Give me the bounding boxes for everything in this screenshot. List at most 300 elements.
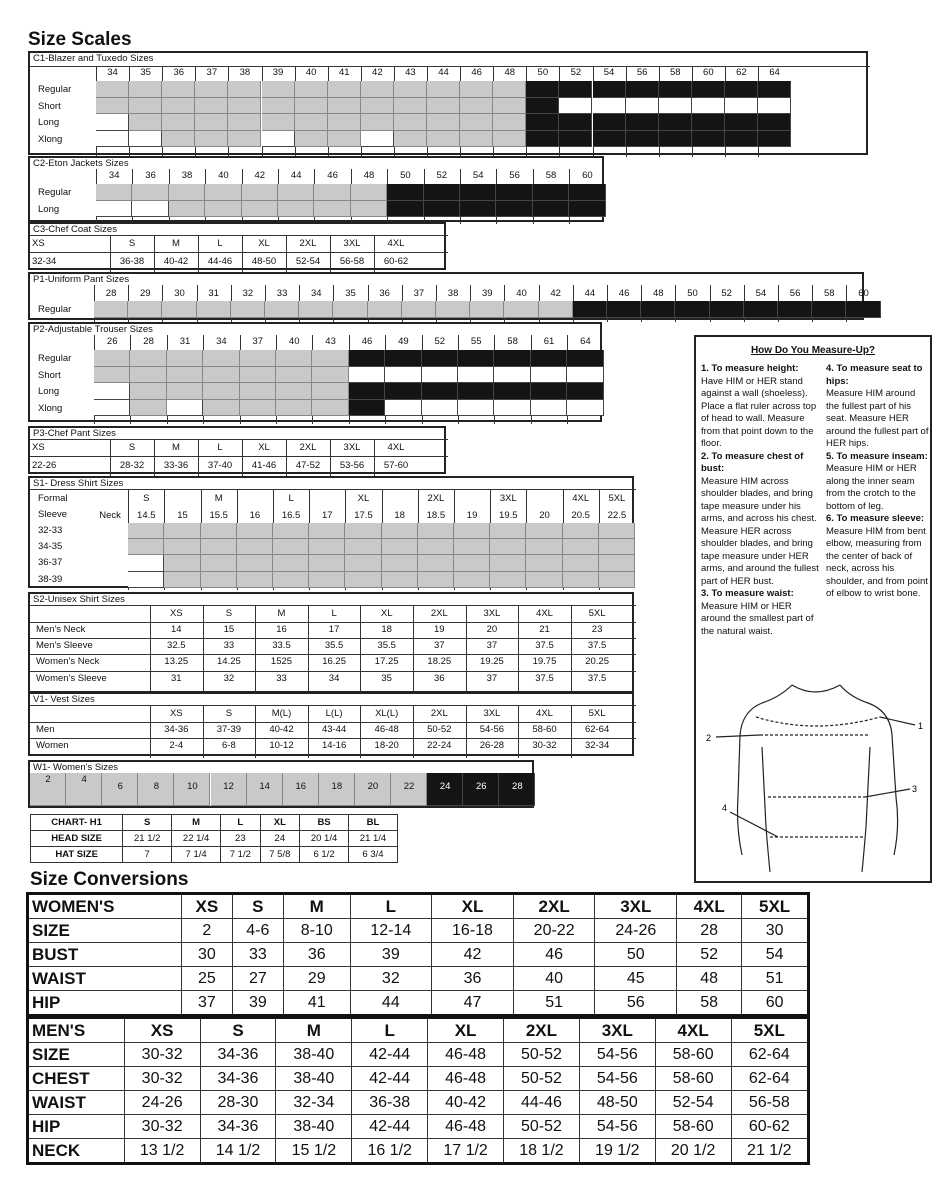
grid-cell [240, 400, 276, 417]
size-header: 39 [481, 288, 493, 299]
size-value: 21 [539, 624, 550, 635]
grid-cell [626, 81, 659, 98]
grid-cell [349, 350, 385, 367]
table-cell: 62-64 [731, 1067, 808, 1091]
size-header: 43 [325, 336, 336, 347]
row-label: 32-33 [38, 525, 63, 536]
size-value: 15 [223, 624, 235, 635]
grid-cell [349, 383, 385, 400]
grid-cell [460, 201, 496, 218]
size-letter: XL [357, 493, 370, 504]
table-cell: 13 1/2 [124, 1139, 200, 1164]
grid-cell [128, 555, 164, 571]
size-value: 41-46 [251, 460, 277, 471]
table-cell: 42 [432, 943, 514, 967]
grid-cell [427, 114, 460, 131]
grid-cell [162, 98, 195, 115]
size-value: 40-42 [269, 724, 294, 735]
grid-cell [203, 367, 239, 384]
grid-cell [129, 81, 162, 98]
grid-cell [599, 555, 635, 571]
measure-step-heading: 3. To measure waist: [701, 588, 794, 599]
size-value: 8 [153, 781, 159, 792]
size-value: 14 [171, 624, 182, 635]
size-header: 36 [379, 288, 390, 299]
size-header: 37 [252, 336, 264, 347]
grid-cell [128, 523, 164, 539]
c3-chef-coat-table [28, 222, 446, 270]
grid-cell [526, 539, 562, 555]
row-label: Men's Sleeve [36, 640, 93, 652]
table-cell: 21 1/4 [349, 831, 398, 847]
grid-cell [531, 350, 567, 367]
grid-cell [351, 201, 387, 218]
table-cell: 46-48 [428, 1067, 504, 1091]
grid-cell [276, 367, 312, 384]
column-header: 5XL [731, 1018, 808, 1043]
table-cell: 50-52 [504, 1067, 580, 1091]
size-value: 43-44 [321, 724, 347, 735]
gridline [30, 722, 636, 723]
size-header: 35 [140, 67, 151, 78]
table-cell: 54-56 [579, 1115, 655, 1139]
size-header: 64 [580, 336, 591, 347]
size-value: 60-62 [383, 256, 409, 267]
grid-cell [494, 350, 530, 367]
size-header: 64 [769, 67, 780, 78]
row-label: HAT SIZE [31, 847, 123, 863]
size-value: 26-28 [479, 740, 505, 751]
grid-cell [167, 367, 203, 384]
grid-cell [454, 555, 490, 571]
grid-cell [242, 184, 278, 201]
grid-cell [312, 400, 348, 417]
size-value: 35 [381, 672, 392, 684]
sleeve-value: 16 [249, 510, 261, 521]
grid-cell [164, 555, 200, 571]
table-cell: 2 [182, 919, 233, 943]
row-label: Women's Neck [36, 656, 100, 668]
table-row [28, 1139, 809, 1164]
size-value: 26 [475, 781, 487, 792]
grid-cell [559, 114, 592, 131]
grid-cell [195, 98, 228, 115]
row-label: Short [38, 369, 61, 381]
grid-cell [490, 555, 526, 571]
grid-cell [203, 383, 239, 400]
row-label: Long [38, 117, 60, 128]
table-cell: 30-32 [124, 1115, 200, 1139]
table-cell: 34-36 [200, 1115, 276, 1139]
grid-cell [368, 301, 402, 318]
grid-cell [162, 301, 196, 318]
size-header: 29 [139, 288, 151, 299]
s1-dress-shirt-table-title: S1- Dress Shirt Sizes [33, 478, 124, 489]
row-label: Men [36, 724, 55, 735]
column-header: XL [428, 1018, 504, 1043]
table-cell: 28 [677, 919, 742, 943]
size-header: 26 [106, 336, 118, 347]
grid-cell [458, 350, 494, 367]
gridline [30, 252, 448, 253]
grid-cell [458, 367, 494, 384]
table-row [28, 1043, 809, 1067]
table-cell: 38-40 [276, 1043, 352, 1067]
table-cell: 18 1/2 [504, 1139, 580, 1164]
size-value: 16 [295, 781, 307, 792]
grid-cell [345, 539, 381, 555]
size-value: 17.25 [374, 656, 399, 668]
size-letter: XL [258, 442, 270, 453]
size-value: 58-60 [532, 724, 557, 735]
table-cell: 15 1/2 [276, 1139, 352, 1164]
row-label: WAIST [28, 1091, 125, 1115]
grid-cell [201, 523, 237, 539]
column-header: 4XL [677, 894, 742, 919]
table-cell: 45 [595, 967, 677, 991]
c2-eton-jacket-table [28, 156, 604, 222]
grid-cell [593, 114, 626, 131]
grid-cell [418, 572, 454, 588]
size-header: 37 [206, 67, 218, 78]
grid-cell [692, 98, 725, 115]
table-row [28, 1091, 809, 1115]
size-header: 48 [652, 288, 664, 299]
size-header: 50 [687, 288, 698, 299]
grid-cell [231, 301, 265, 318]
p3-chef-pant-table [28, 426, 446, 474]
grid-cell [526, 523, 562, 539]
size-header: 48 [363, 170, 375, 181]
row-label: Regular [38, 187, 72, 198]
sleeve-value: 17 [321, 510, 333, 521]
measure-step-heading: 4. To measure seat to hips: [826, 363, 923, 387]
size-value: 33 [276, 672, 287, 684]
grid-cell [349, 367, 385, 384]
size-header: 44 [584, 288, 596, 299]
grid-cell [128, 572, 164, 588]
table-cell: 21 1/2 [731, 1139, 808, 1164]
column-header: S [232, 894, 283, 919]
grid-cell [418, 523, 454, 539]
row-label: 34-35 [38, 541, 63, 553]
size-header: 34 [107, 67, 118, 78]
size-letter: 4XL [572, 493, 590, 504]
table-cell: 16 1/2 [352, 1139, 428, 1164]
callout-2: 2 [706, 733, 712, 743]
grid-cell [345, 572, 381, 588]
gridline [374, 235, 375, 272]
size-header: 52 [721, 288, 732, 299]
size-letter: 4XL [387, 442, 405, 453]
size-value: 37-40 [207, 460, 233, 471]
gridline [30, 622, 636, 623]
size-value: 14.25 [217, 656, 241, 668]
table-cell: 38-40 [276, 1067, 352, 1091]
grid-cell [427, 81, 460, 98]
table-row [28, 1115, 809, 1139]
grid-cell [641, 301, 675, 318]
table-cell: 42-44 [352, 1067, 428, 1091]
row-label: BUST [28, 943, 182, 967]
grid-cell [458, 400, 494, 417]
table-cell: 39 [350, 943, 432, 967]
sleeve-value: 15 [177, 510, 188, 521]
size-header: 3XL [483, 708, 501, 719]
size-value: 62-64 [584, 724, 610, 735]
size-value: 23 [591, 624, 603, 635]
size-letter: 5XL [608, 493, 626, 504]
row-label: HIP [28, 1115, 125, 1139]
grid-cell [387, 184, 423, 201]
size-value: 35.5 [324, 640, 344, 652]
grid-cell [539, 301, 573, 318]
table-cell: 42-44 [352, 1115, 428, 1139]
measure-up-panel [694, 335, 932, 883]
grid-cell [567, 383, 603, 400]
table-cell: 58 [677, 991, 742, 1016]
measure-step-text: Have HIM or HER stand against a wall (shoeless). Place a flat ruler across top of head to wall. Measure from that point down to the floor. [701, 375, 817, 449]
grid-cell [626, 131, 659, 148]
body-outline-figure [700, 677, 928, 882]
size-header: 30 [174, 288, 185, 299]
measure-left-column [701, 363, 819, 638]
row-label: HIP [28, 991, 182, 1016]
size-value: 28-32 [119, 460, 145, 471]
grid-cell [309, 572, 345, 588]
grid-cell [758, 98, 791, 115]
size-header: 2XL [430, 708, 448, 719]
sleeve-value: 19 [466, 510, 478, 521]
grid-cell [276, 400, 312, 417]
size-value: 18 [331, 781, 343, 792]
gridline [242, 235, 243, 272]
grid-cell [422, 383, 458, 400]
size-header: XL [380, 608, 393, 619]
sleeve-value: 20 [539, 510, 550, 521]
grid-cell [205, 184, 241, 201]
grid-cell [385, 367, 421, 384]
size-header: 61 [543, 336, 555, 347]
row-label: Long [38, 386, 60, 397]
hat-size-chart [30, 814, 398, 863]
gridline [330, 439, 331, 476]
table-cell: 17 1/2 [428, 1139, 504, 1164]
size-header: 58 [823, 288, 835, 299]
grid-cell [240, 350, 276, 367]
table-cell: 51 [513, 991, 595, 1016]
p1-uniform-pant-table-title: P1-Uniform Pant Sizes [33, 274, 130, 285]
grid-cell [273, 539, 309, 555]
size-value: 37.5 [535, 640, 554, 652]
grid-cell [458, 383, 494, 400]
table-cell: 30-32 [124, 1043, 200, 1067]
grid-cell [242, 201, 278, 218]
size-header: 39 [272, 67, 284, 78]
table-cell: 36 [432, 967, 514, 991]
grid-cell [265, 301, 299, 318]
size-header: 56 [509, 170, 520, 181]
size-value: 37.5 [587, 672, 607, 684]
grid-cell [490, 539, 526, 555]
grid-cell [436, 301, 470, 318]
grid-cell [382, 555, 418, 571]
table-cell: 6 1/2 [300, 847, 349, 863]
size-value: 18-20 [374, 740, 399, 751]
gridline [286, 439, 287, 476]
table-cell: 7 1/2 [221, 847, 261, 863]
table-cell: 54 [742, 943, 809, 967]
grid-cell [162, 131, 195, 148]
table-cell: 16-18 [432, 919, 514, 943]
callout-3: 3 [912, 784, 918, 794]
grid-cell [167, 350, 203, 367]
size-value: 14-16 [321, 740, 347, 751]
grid-cell [460, 184, 496, 201]
grid-cell [309, 555, 345, 571]
grid-cell [314, 184, 350, 201]
grid-cell [201, 539, 237, 555]
p2-adjustable-trouser-table [28, 322, 602, 422]
size-value: 57-60 [383, 460, 409, 471]
size-header: 50 [400, 170, 411, 181]
grid-cell [490, 523, 526, 539]
grid-cell [563, 539, 599, 555]
grid-cell [228, 131, 261, 148]
gridline [198, 439, 199, 476]
s1-dress-shirt-table [28, 476, 634, 588]
size-value: 37.5 [535, 672, 554, 684]
grid-cell [725, 114, 758, 131]
grid-cell [567, 400, 603, 417]
size-value: 37 [486, 672, 498, 684]
grid-cell [130, 383, 166, 400]
grid-cell [607, 301, 641, 318]
table-cell: 4-6 [232, 919, 283, 943]
size-value: 56-58 [339, 256, 365, 267]
size-header: S [225, 708, 233, 719]
grid-cell [493, 81, 526, 98]
table-cell: 40-42 [428, 1091, 504, 1115]
column-header: L [350, 894, 432, 919]
grid-cell [454, 539, 490, 555]
column-header: 4XL [655, 1018, 731, 1043]
size-header: 50 [537, 67, 549, 78]
size-header: 4XL [536, 608, 553, 619]
table-cell: 14 1/2 [200, 1139, 276, 1164]
grid-cell [526, 555, 562, 571]
grid-cell [494, 367, 530, 384]
size-header: M [277, 608, 286, 619]
size-value: 6 [117, 781, 123, 792]
size-header: 40 [218, 170, 229, 181]
sleeve-value: 15.5 [209, 510, 228, 521]
column-header: M [284, 894, 351, 919]
grid-cell [345, 523, 381, 539]
grid-cell [659, 131, 692, 148]
callout-1: 1 [918, 721, 924, 731]
size-letter: L [217, 442, 223, 453]
table-row [28, 943, 809, 967]
column-header: XS [124, 1018, 200, 1043]
column-header: BS [300, 815, 349, 831]
row-label: Xlong [38, 402, 63, 414]
grid-cell [195, 81, 228, 98]
row-label: Women's Sleeve [36, 672, 107, 684]
table-cell: 34-36 [200, 1043, 276, 1067]
grid-cell [418, 555, 454, 571]
grid-cell [237, 523, 273, 539]
v1-vest-table-title: V1- Vest Sizes [33, 694, 95, 705]
measure-step-heading: 2. To measure chest of bust: [701, 450, 804, 474]
grid-cell [394, 81, 427, 98]
size-header: 38 [447, 288, 459, 299]
table-cell: 33 [232, 943, 283, 967]
grid-cell [312, 350, 348, 367]
size-header: 5XL [588, 608, 606, 619]
gridline [30, 654, 636, 655]
table-cell: 7 1/4 [172, 847, 221, 863]
column-header: 3XL [595, 894, 677, 919]
gridline [30, 671, 636, 672]
size-value: 37.5 [587, 640, 607, 652]
table-cell: 24-26 [124, 1091, 200, 1115]
c2-eton-jacket-table-title: C2-Eton Jackets Sizes [33, 158, 129, 169]
size-value: 10-12 [269, 740, 294, 751]
grid-cell [130, 367, 166, 384]
grid-cell [96, 81, 129, 98]
size-letter: 2XL [299, 442, 317, 453]
size-header: 34 [310, 288, 322, 299]
size-header: 42 [372, 67, 383, 78]
size-value: 28 [512, 781, 523, 792]
size-header: M(L) [271, 708, 292, 719]
size-value: 12 [223, 781, 234, 792]
table-row [28, 894, 809, 919]
table-cell: 29 [284, 967, 351, 991]
gridline [198, 235, 199, 272]
grid-cell [460, 98, 493, 115]
size-header: 2XL [430, 608, 448, 619]
size-value: 6-8 [222, 740, 236, 751]
c1-blazer-tuxedo-table [28, 51, 868, 155]
gridline [110, 235, 111, 272]
grid-cell [593, 81, 626, 98]
grid-cell [262, 131, 295, 148]
grid-cell [427, 98, 460, 115]
grid-cell [504, 301, 538, 318]
grid-cell [692, 131, 725, 148]
grid-cell [460, 131, 493, 148]
grid-cell [725, 98, 758, 115]
size-value: 2-4 [169, 740, 184, 751]
grid-cell [569, 201, 605, 218]
size-value: 20 [367, 781, 379, 792]
formal-label: Formal [38, 493, 68, 504]
grid-cell [559, 98, 592, 115]
grid-cell [164, 523, 200, 539]
row-label: 36-37 [38, 557, 63, 569]
grid-cell [758, 131, 791, 148]
size-value: 13.25 [164, 656, 189, 668]
grid-cell [129, 98, 162, 115]
size-letter: 3XL [343, 442, 361, 453]
row-label: SIZE [28, 919, 182, 943]
c3-chef-coat-table-title: C3-Chef Coat Sizes [33, 224, 117, 235]
size-header: 5XL [588, 708, 606, 719]
grid-cell [130, 400, 166, 417]
table-cell: 23 [221, 831, 261, 847]
